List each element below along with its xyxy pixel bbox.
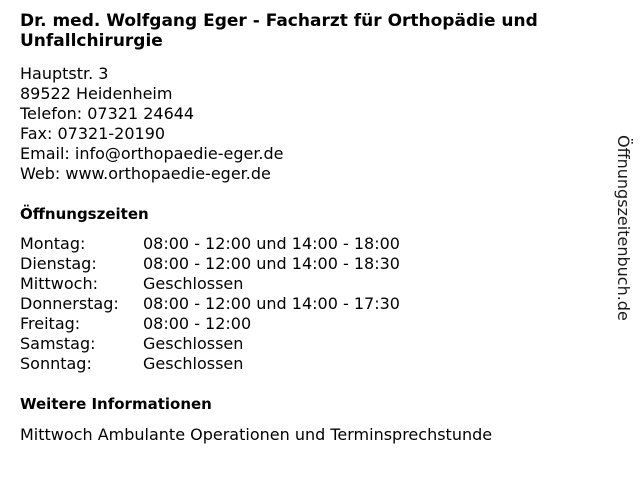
hours-value: Geschlossen bbox=[143, 334, 244, 353]
street-address: Hauptstr. 3 bbox=[20, 64, 109, 83]
hours-row-friday bbox=[20, 314, 400, 334]
hours-row-tuesday bbox=[20, 254, 400, 274]
day-label: Samstag: bbox=[20, 334, 96, 353]
day-label: Dienstag: bbox=[20, 254, 97, 273]
hours-row-sunday bbox=[20, 354, 400, 374]
address-block bbox=[20, 64, 284, 184]
more-info-heading: Weitere Informationen bbox=[20, 395, 212, 413]
more-info-text: Mittwoch Ambulante Operationen und Terminsprechstunde bbox=[20, 425, 493, 444]
page-title: Dr. med. Wolfgang Eger - Facharzt für Orthopädie und Unfallchirurgie bbox=[20, 11, 538, 51]
email-address: Email: info@orthopaedie-eger.de bbox=[20, 144, 284, 163]
phone-number: Telefon: 07321 24644 bbox=[20, 104, 195, 123]
site-watermark bbox=[612, 135, 634, 365]
website-address: Web: www.orthopaedie-eger.de bbox=[20, 164, 271, 183]
fax-number: Fax: 07321-20190 bbox=[20, 124, 166, 143]
hours-value: 08:00 - 12:00 und 14:00 - 17:30 bbox=[143, 294, 400, 313]
day-label: Donnerstag: bbox=[20, 294, 119, 313]
hours-row-wednesday bbox=[20, 274, 400, 294]
hours-row-monday bbox=[20, 234, 400, 254]
hours-value: 08:00 - 12:00 und 14:00 - 18:30 bbox=[143, 254, 400, 273]
opening-hours-heading: Öffnungszeiten bbox=[20, 205, 149, 223]
day-label: Sonntag: bbox=[20, 354, 92, 373]
hours-value: 08:00 - 12:00 bbox=[143, 314, 252, 333]
hours-value: Geschlossen bbox=[143, 354, 244, 373]
hours-row-saturday bbox=[20, 334, 400, 354]
hours-value: Geschlossen bbox=[143, 274, 244, 293]
day-label: Mittwoch: bbox=[20, 274, 98, 293]
watermark-text: Öffnungszeitenbuch.de bbox=[614, 135, 633, 321]
hours-value: 08:00 - 12:00 und 14:00 - 18:00 bbox=[143, 234, 400, 253]
opening-hours-table bbox=[20, 234, 400, 374]
city-address: 89522 Heidenheim bbox=[20, 84, 173, 103]
hours-row-thursday bbox=[20, 294, 400, 314]
day-label: Montag: bbox=[20, 234, 86, 253]
day-label: Freitag: bbox=[20, 314, 81, 333]
